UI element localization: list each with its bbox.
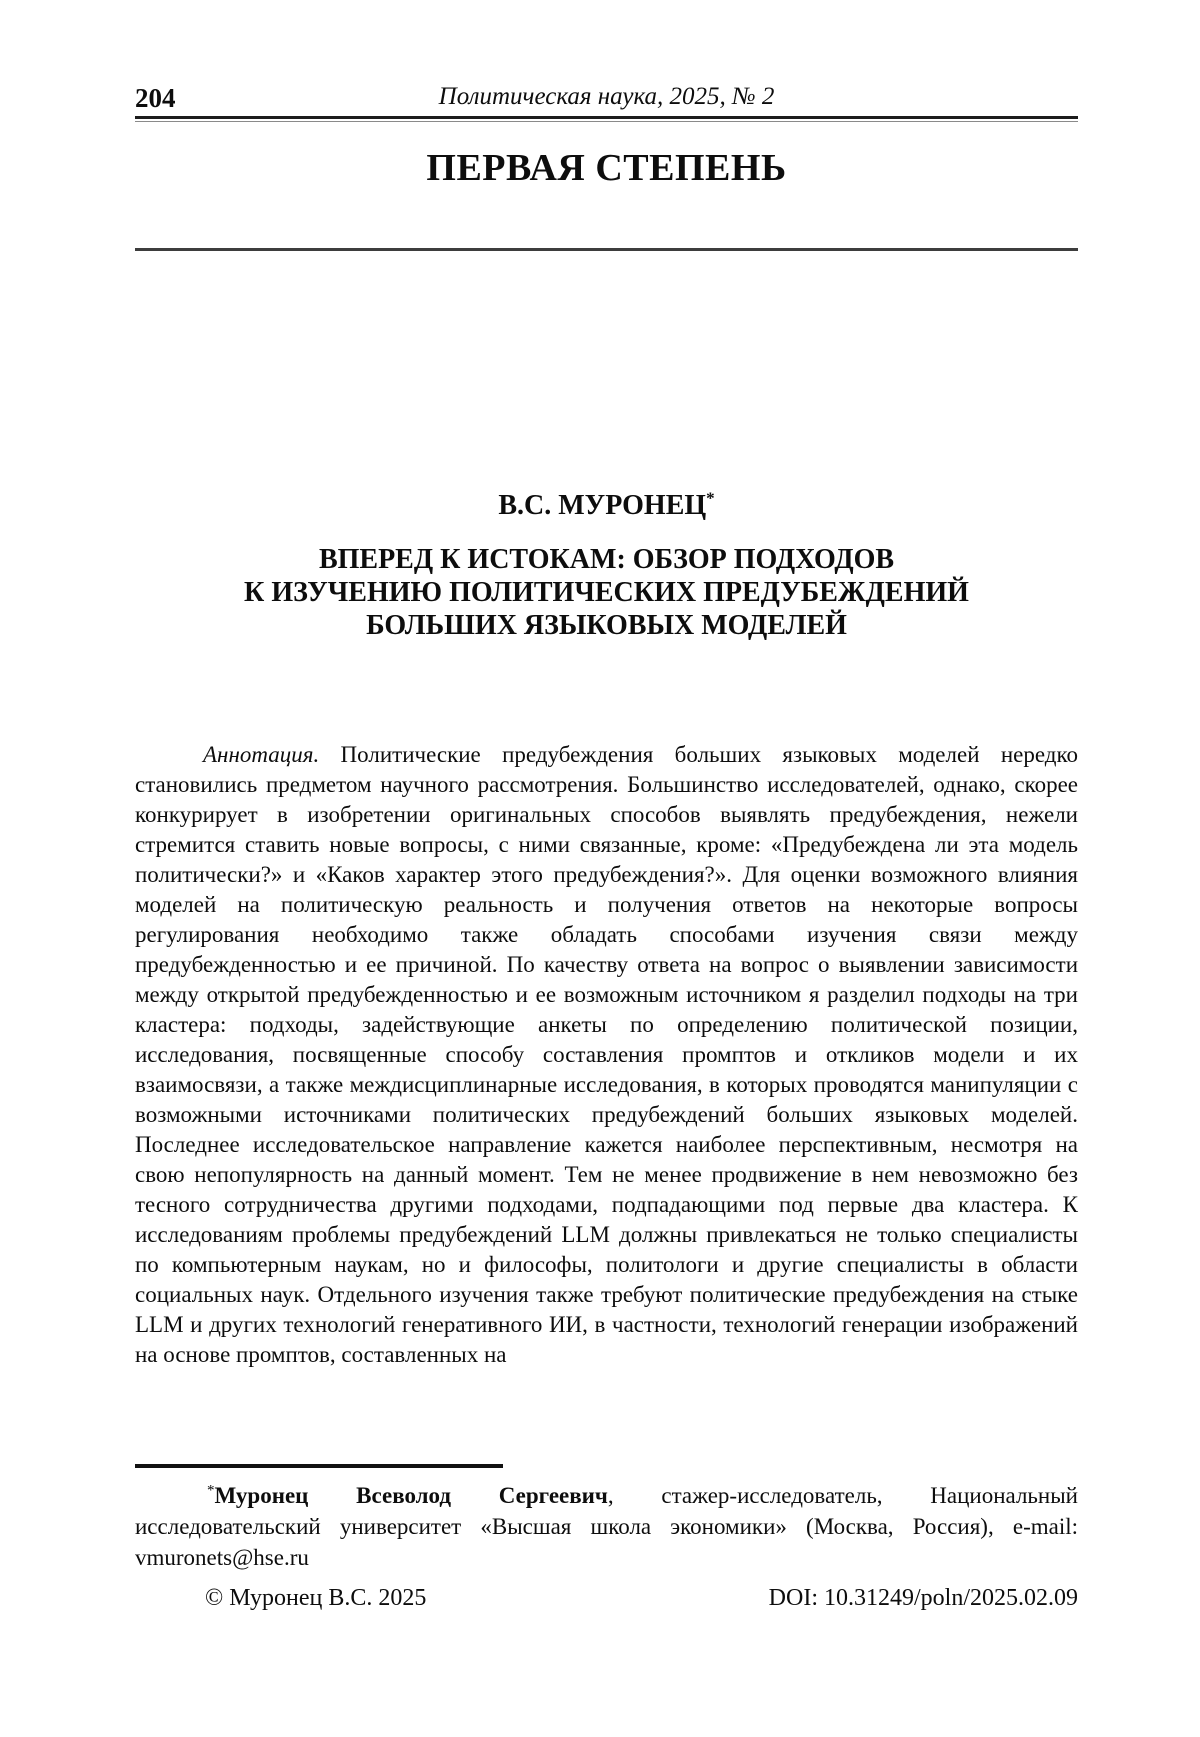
article-title (135, 543, 1078, 642)
article-title-line-2: К ИЗУЧЕНИЮ ПОЛИТИЧЕСКИХ ПРЕДУБЕЖДЕНИЙ (244, 577, 969, 608)
page-number: 204 (135, 83, 176, 113)
footnote-marker: * (207, 1482, 215, 1499)
article-title-line-3: БОЛЬШИХ ЯЗЫКОВЫХ МОДЕЛЕЙ (366, 610, 847, 641)
copyright-notice: © Муронец В.С. 2025 (205, 1585, 427, 1611)
author-name: В.С. МУРОНЕЦ (498, 490, 707, 521)
journal-title: Политическая наука, 2025, № 2 (438, 83, 775, 110)
imprint-row (135, 1585, 1078, 1612)
footnote-author-name: Муронец Всеволод Сергеевич (214, 1483, 608, 1508)
article-title-line-1: ВПЕРЕД К ИСТОКАМ: ОБЗОР ПОДХОДОВ (318, 544, 895, 575)
section-title: ПЕРВАЯ СТЕПЕНЬ (426, 147, 787, 189)
doi: DOI: 10.31249/poln/2025.02.09 (768, 1585, 1078, 1611)
header-rule (135, 116, 1078, 122)
footnote-rule (135, 1464, 503, 1468)
abstract-text: Политические предубеждения больших языковых моделей нередко становились предметом научного рассмотрения. Большинство исследователей, однако, скорее конкурирует в изобретении оригинальных способов выявлять предубеждения, нежели стремится ставить новые вопросы, с ними связанные, кроме: «Предубеждена ли эта модель политически?» и «Каков характер этого предубеждения?». Для оценки возможного влияния моделей на политическую реальность и получения ответов на некоторые вопросы регулирования необходимо также обладать способами изучения связи между предубежденностью и ее причиной. По качеству ответа на вопрос о выявлении зависимости между открытой предубежденностью и ее возможным источником я разделил подходы на три кластера: подходы, задействующие анкеты по определению политической позиции, исследования, посвященные способу составления промптов и откликов модели и их взаимосвязи, а также междисциплинарные исследования, в которых проводятся манипуляции с возможными источниками политических предубеждений больших языковых моделей. Последнее исследовательское направление кажется наиболее перспективным, несмотря на свою непопулярность на данный момент. Тем не менее продвижение в нем невозможно без тесного сотрудничества другими подходами, подпадающими под первые два кластера. К исследованиям проблемы предубеждений LLM должны привлекаться не только специалисты по компьютерным наукам, но и философы, политологи и другие специалисты в области социальных наук. Отдельного изучения также требуют политические предубеждения на стыке LLM и других технологий генеративного ИИ, в частности, технологий генерации изображений на основе промптов, составленных на (135, 742, 1078, 1367)
abstract-label: Аннотация. (203, 742, 320, 767)
footnote (135, 1480, 1078, 1573)
section-rule (135, 248, 1078, 251)
author-line (135, 490, 1078, 522)
footnote-affiliation: , стажер-исследователь, Национальный исследовательский университет «Высшая школа экономики» (Москва, Россия), e-mail: vmuronets@hse.ru (135, 1483, 1078, 1570)
running-head (135, 83, 1078, 114)
abstract (135, 740, 1078, 1370)
author-footnote-marker: * (706, 488, 715, 508)
